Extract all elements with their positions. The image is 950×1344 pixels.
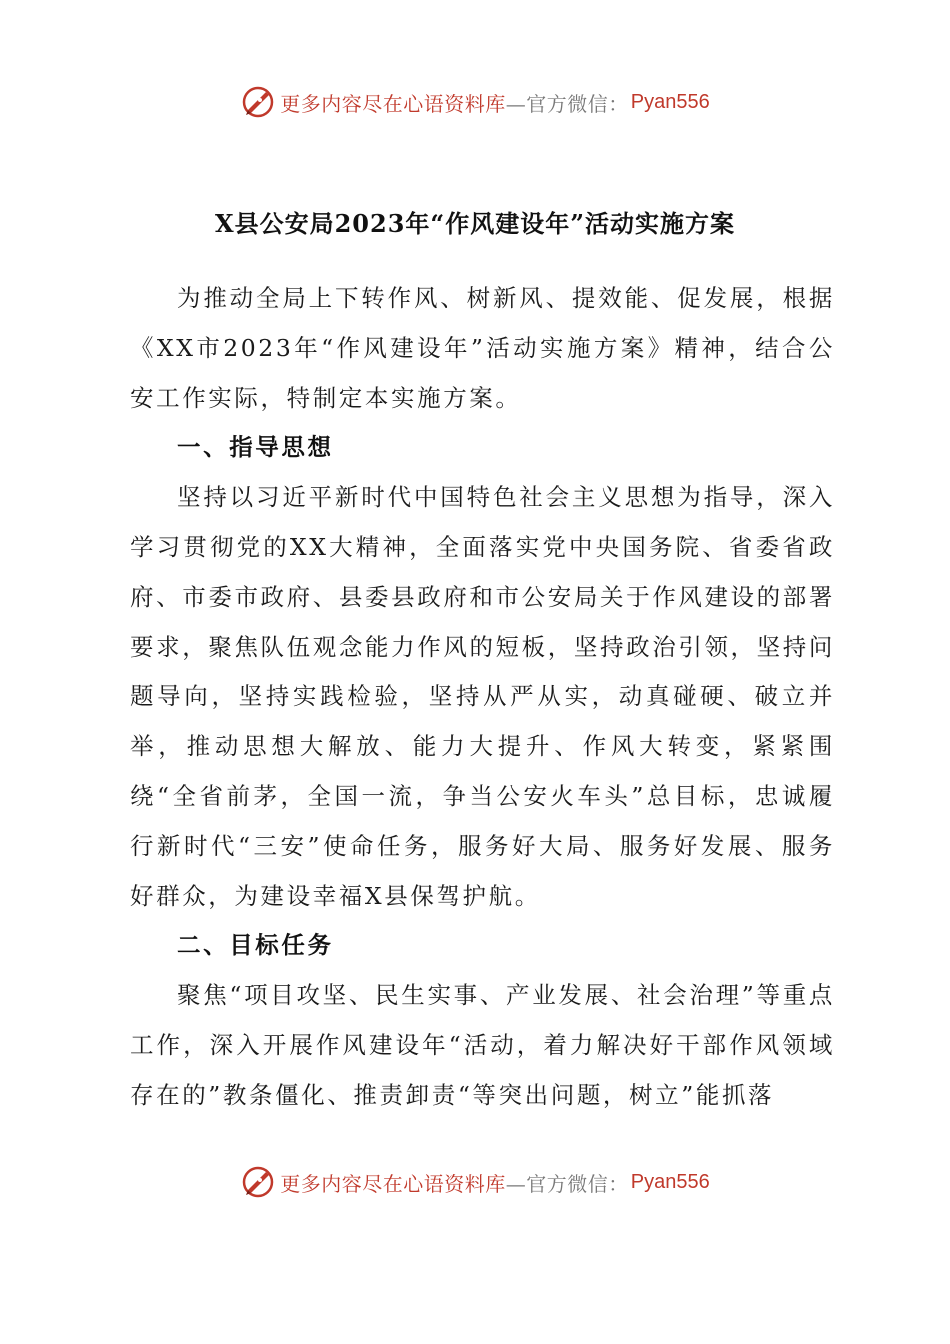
watermark-text: 更多内容尽在心语资料库 xyxy=(280,91,506,116)
pen-logo-icon xyxy=(240,1164,276,1200)
document-title: X县公安局2023年“作风建设年”活动实施方案 xyxy=(214,209,736,238)
section-heading-guiding-ideology: 一、指导思想 xyxy=(177,433,334,462)
watermark-text: 更多内容尽在心语资料库 xyxy=(280,1171,506,1196)
watermark-footer xyxy=(0,1162,950,1202)
document-body xyxy=(130,274,835,1121)
pen-logo-icon xyxy=(240,84,276,120)
watermark-wechat-id: Pyan556 xyxy=(630,90,710,113)
intro-paragraph: 为推动全局上下转作风、树新风、提效能、促发展，根据《XX市2023年“作风建设年”活动实施方案》精神，结合公安工作实际，特制定本实施方案。 xyxy=(130,284,835,412)
watermark-separator: —官方微信： xyxy=(505,91,629,116)
section-heading-goals: 二、目标任务 xyxy=(177,931,334,960)
watermark-header xyxy=(0,82,950,122)
section-body-goals: 聚焦“项目攻坚、民生实事、产业发展、社会治理”等重点工作，深入开展作风建设年“活动，着力解决好干部作风领域存在的”教条僵化、推责卸责“等突出问题，树立”能抓落 xyxy=(130,981,835,1109)
watermark-wechat-id: Pyan556 xyxy=(630,1170,710,1193)
section-body-guiding-ideology: 坚持以习近平新时代中国特色社会主义思想为指导，深入学习贯彻党的XX大精神，全面落实党中央国务院、省委省政府、市委市政府、县委县政府和市公安局关于作风建设的部署要求，聚焦队伍观念能力作风的短板，坚持政治引领，坚持问题导向，坚持实践检验，坚持从严从实，动真碰硬、破立并举，推动思想大解放、能力大提升、作风大转变，紧紧围绕“全省前茅，全国一流，争当公安火车头”总目标，忠诚履行新时代“三安”使命任务，服务好大局、服务好发展、服务好群众，为建设幸福X县保驾护航。 xyxy=(130,483,835,910)
watermark-separator: —官方微信： xyxy=(505,1171,629,1196)
